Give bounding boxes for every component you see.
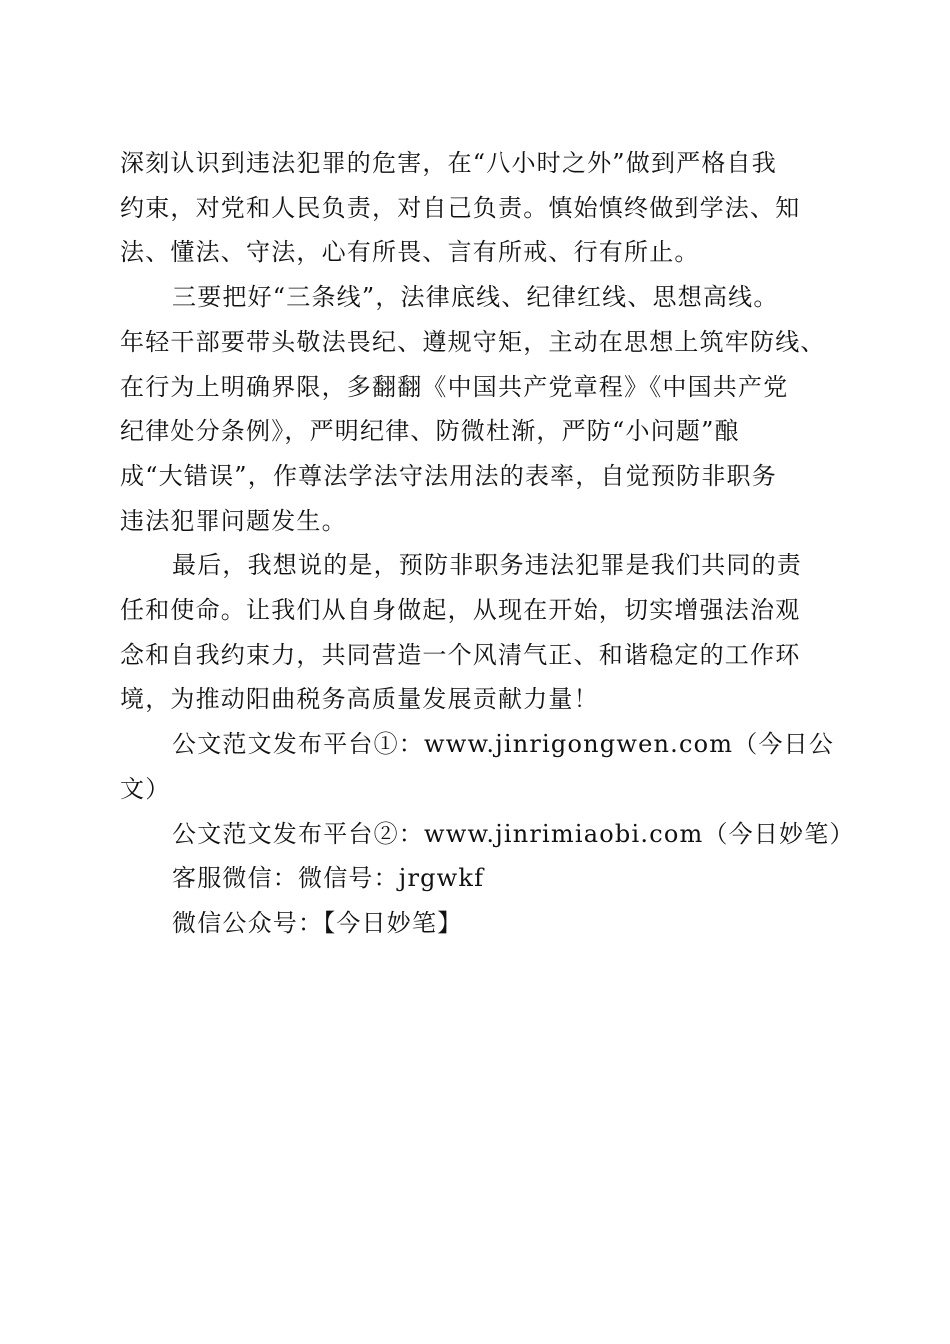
document-body [120,141,855,946]
paragraph-2-line-1: 三要把好“三条线”，法律底线、纪律红线、思想高线。 [172,283,779,312]
footer-platform-1-line-2: 文） [120,774,171,803]
paragraph-2 [120,275,830,543]
paragraph-3-line-1: 最后，我想说的是，预防非职务违法犯罪是我们共同的责 [172,551,802,580]
paragraph-3 [120,543,830,722]
footer-platform-1 [120,722,835,811]
paragraph-2-line-2: 年轻干部要带头敬法畏纪、遵规守矩，主动在思想上筑牢防线、 [120,327,826,356]
paragraph-1 [120,141,830,275]
footer-official-account: 微信公众号：【今日妙笔】 [172,908,463,937]
paragraph-1-line-1: 深刻认识到违法犯罪的危害，在“八小时之外”做到严格自我 [120,149,777,177]
paragraph-2-line-3: 在行为上明确界限，多翻翻《中国共产党章程》《中国共产党 [120,372,789,401]
paragraph-1-line-2: 约束，对党和人民负责，对自己负责。慎始慎终做到学法、知 [120,193,801,222]
paragraph-3-line-4: 境，为推动阳曲税务高质量发展贡献力量！ [120,685,599,714]
footer-platform-2: 公文范文发布平台②：www.jinrimiaobi.com（今日妙笔） [172,819,855,848]
paragraph-1-line-3: 法、懂法、守法，心有所畏、言有所戒、行有所止。 [120,238,700,267]
paragraph-2-line-6: 违法犯罪问题发生。 [120,506,347,535]
footer-platform-1-line-1: 公文范文发布平台①：www.jinrigongwen.com（今日公 [172,730,835,759]
paragraph-3-line-3: 念和自我约束力，共同营造一个风清气正、和谐稳定的工作环 [120,640,801,669]
paragraph-2-line-5: 成“大错误”，作尊法学法守法用法的表率，自觉预防非职务 [120,461,777,490]
footer-service-wechat: 客服微信：微信号：jrgwkf [172,864,485,893]
paragraph-2-line-4: 纪律处分条例》，严明纪律、防微杜渐，严防“小问题”酿 [120,417,740,446]
paragraph-3-line-2: 任和使命。让我们从自身做起，从现在开始，切实增强法治观 [120,596,801,625]
